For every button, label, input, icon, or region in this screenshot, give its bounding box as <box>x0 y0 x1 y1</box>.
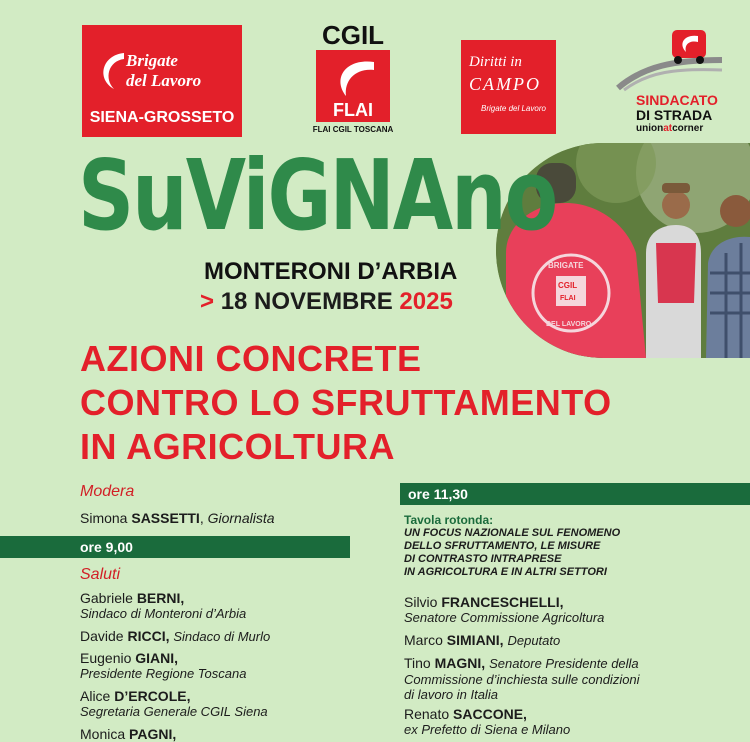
speaker-first: Marco <box>404 632 443 648</box>
speaker-first: Alice <box>80 688 111 704</box>
brigate-place: SIENA-GROSSETO <box>89 109 235 126</box>
speaker-role: Sindaco di Murlo <box>173 629 271 644</box>
time-left: ore 9,00 <box>80 539 133 555</box>
rt-speaker-3 <box>404 655 744 702</box>
speaker-role-3: di lavoro in Italia <box>404 687 498 702</box>
date-year: 2025 <box>399 288 453 315</box>
moderator-role: Giornalista <box>207 510 275 526</box>
patch-flai: FLAI <box>560 295 576 302</box>
round-topic-line: DI CONTRASTO INTRAPRESE <box>404 553 562 565</box>
diritti-line2: CAMPO <box>469 74 541 94</box>
time-right: ore 11,30 <box>408 486 468 502</box>
patch-bottom: DEL LAVORO <box>546 321 592 328</box>
brigate-logo <box>82 25 242 137</box>
headline-line3: IN AGRICOLTURA <box>80 426 395 467</box>
flai-caption: FLAI CGIL TOSCANA <box>312 125 394 134</box>
moderator-line: Simona SASSETTI, Giornalista <box>80 510 275 526</box>
cgil-c-icon <box>328 56 380 100</box>
rt-speaker-1 <box>404 594 604 625</box>
speaker-first: Tino <box>404 655 431 671</box>
speaker-role: ex Prefetto di Siena e Milano <box>404 722 571 737</box>
speaker-first: Gabriele <box>80 590 133 606</box>
speaker-role-2: Commissione d’inchiesta sulle condizioni <box>404 672 640 687</box>
flai-text: FLAI <box>333 100 373 120</box>
speaker-last: SIMIANI, <box>446 632 504 648</box>
diritti-logo <box>461 40 556 134</box>
date-arrow: > <box>200 288 215 315</box>
round-topic-line: DELLO SFRUTTAMENTO, LE MISURE <box>404 540 601 552</box>
speaker-last: BERNI, <box>136 590 185 606</box>
diritti-small: Brigate del Lavoro <box>481 104 546 113</box>
speaker-last: MAGNI, <box>434 655 486 671</box>
speaker-first: Eugenio <box>80 650 132 666</box>
speaker-last: GIANI, <box>135 650 179 666</box>
date-day: 18 NOVEMBRE <box>220 288 393 315</box>
speaker-role: Senatore Presidente della <box>489 656 639 671</box>
speaker-first: Renato <box>404 706 450 722</box>
diritti-line1: Diritti in <box>469 54 522 70</box>
event-date <box>200 288 453 316</box>
event-title: SuViGNAno <box>78 140 557 253</box>
cgil-flai-logo <box>308 20 398 138</box>
speaker-last: SACCONE, <box>453 706 527 722</box>
speaker-2 <box>80 628 270 645</box>
speaker-last: FRANCESCHELLI, <box>441 594 564 610</box>
strada-at: at <box>663 123 673 134</box>
strada-corner: corner <box>672 123 704 134</box>
headline-line1: AZIONI CONCRETE <box>80 338 422 379</box>
moderator-first: Simona <box>80 510 128 526</box>
strada-logo <box>614 26 724 138</box>
moderator-last: SASSETTI <box>131 510 200 526</box>
patch-mid: CGIL <box>558 281 578 290</box>
round-topic-line: UN FOCUS NAZIONALE SUL FENOMENO <box>404 527 621 539</box>
swoosh-icon <box>94 49 130 93</box>
time-bar-left <box>0 536 350 558</box>
speaker-last: D’ERCOLE, <box>114 688 191 704</box>
strada-line1: SINDACATO <box>636 92 718 108</box>
cgil-text: CGIL <box>321 20 385 50</box>
greetings-label: Saluti <box>80 566 121 583</box>
round-topic-line: IN AGRICOLTURA E IN ALTRI SETTORI <box>404 566 607 578</box>
strada-line2: DI STRADA <box>636 107 713 123</box>
speaker-role: Segretaria Generale CGIL Siena <box>80 704 268 719</box>
speaker-role: Deputato <box>507 633 561 648</box>
speaker-last: RICCI, <box>127 628 170 644</box>
speaker-3 <box>80 650 246 681</box>
patch-top: BRIGATE <box>548 261 584 270</box>
speaker-first: Monica <box>80 726 126 742</box>
speaker-role: Senatore Commissione Agricoltura <box>404 610 605 625</box>
rt-speaker-2 <box>404 632 560 649</box>
round-topic <box>404 527 620 579</box>
rt-speaker-4 <box>404 706 570 737</box>
event-place: MONTERONI D’ARBIA <box>204 258 458 285</box>
speaker-role: Sindaco di Monteroni d’Arbia <box>80 606 247 621</box>
speaker-5 <box>80 726 176 742</box>
round-label: Tavola rotonda: <box>404 513 494 527</box>
flai-box <box>316 50 390 122</box>
speaker-first: Davide <box>80 628 124 644</box>
van-icon <box>614 26 724 92</box>
headline-line2: CONTRO LO SFRUTTAMENTO <box>80 382 612 423</box>
speaker-4 <box>80 688 268 719</box>
strada-union: union <box>636 123 664 134</box>
time-bar-right <box>400 483 750 505</box>
speaker-last: PAGNI, <box>129 726 177 742</box>
strada-line3 <box>636 123 703 134</box>
brigate-line2: del Lavoro <box>126 71 202 90</box>
speaker-role: Presidente Regione Toscana <box>80 666 247 681</box>
speaker-first: Silvio <box>404 594 438 610</box>
moderator-label: Modera <box>80 483 135 500</box>
speaker-1 <box>80 590 246 621</box>
brigate-line1: Brigate <box>126 51 178 70</box>
